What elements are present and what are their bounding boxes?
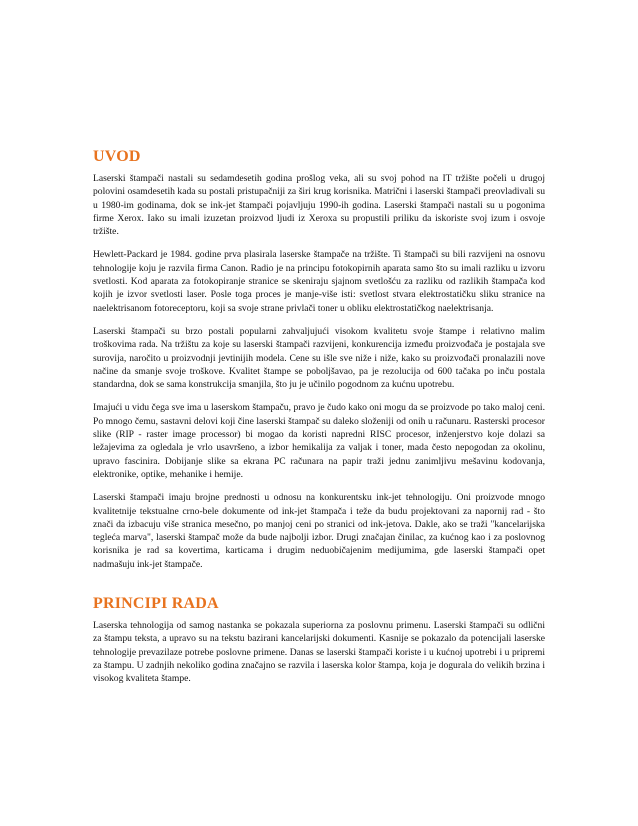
section-heading-principi-rada: PRINCIPI RADA: [93, 595, 219, 613]
paragraph: Laserski štampači su brzo postali popularni zahvaljujući visokom kvalitetu svoje štampe i relativno malim troškovima rada. Na tržištu za koje su laserski štampači razvijeni, konkurencija između proizvođača je postajala sve surovija, naročito u proizvodnji jevtinijih modela. Cene su išle sve niže i niže, kako su proizvođači pronalazili nove načine da smanje svoje troškove. Kvalitet štampe se poboljšavao, pa je rezolucija od 600 tačaka po inču postala standardna, dok se sama konstrukcija smanjila, što ju je učinilo pogodnom za kućnu upotrebu.: [93, 325, 545, 391]
paragraph: Hewlett-Packard je 1984. godine prva plasirala laserske štampače na tržište. Ti štampači su bili razvijeni na osnovu tehnologije koju je razvila firma Canon. Radio je na principu fotokopirnih aparata samo što su imali razliku u izvoru svetlosti. Kod aparata za fotokopiranje stranice se skeniraju sjajnom svetlošću za razliku od razlikih štampača kod kojih je izvor svetlosti laser. Posle toga proces je manje-više isti: svetlost stvara elektrostatičku sliku stranice na naelektrisanom fotoreceptoru, koji sa svoje strane privlači toner u obliku elektrostatičkog naelektrisanja.: [93, 249, 545, 314]
paragraph: Laserski štampači imaju brojne prednosti u odnosu na konkurentsku ink-jet tehnologiju. Oni proizvode mnogo kvalitetnije tekstualne crno-bele dokumente od ink-jet štampača i teže da budu projektovani za napornij rad - što znači da izbacuju više stranica mesečno, po manjoj ceni po stranici od ink-jetova. Dakle, ako se traži "kancelarijska tegleća marva", laserski štampač može da bude najbolji izbor. Drugi značajan činilac, za kućnog kao i za poslovnog korisnika je rad sa kovertima, karticama i drugim neduobičajenim medijumima, gde laserski štampači opet nadmašuju ink-jet štampače.: [93, 492, 545, 570]
paragraph: Laserski štampači nastali su sedamdesetih godina prošlog veka, ali su svoj pohod na IT tržište počeli u drugoj polovini osamdesetih kada su postali pristupačniji za širi krug korisnika. Matrični i laserski štampači preovladivali su u 1980-im godinama, dok se ink-jet štampači pojavljuju 1990-ih godina. Laserski štampači nastali su u pogonima firme Xerox. Iako su imali izuzetan proizvod ljudi iz Xeroxa su propustili priliku da iskoriste svoj izum i osvoje tržište.: [93, 173, 545, 238]
document-page: [93, 148, 545, 696]
paragraph: Imajući u vidu čega sve ima u laserskom štampaču, pravo je čudo kako oni mogu da se proizvode po tako maloj ceni. Po mnogo čemu, sastavni delovi koji čine laserski štampač su daleko složeniji od onih u računaru. Rasterski procesor slike (RIP - raster image processor) bi mogao da koristi napredni RISC procesor, inženjerstvo koje dolazi sa ležajevima za ogledala je vrlo usavršeno, a izbor hemikalija za valjak i toner, mada često nepogodan za okolinu, upravo fascinira. Dobijanje slike sa ekrana PC računara na papir traži jednu zanimljivu mešavinu kodovanja, elektronike, optike, mehanike i hemije.: [93, 402, 545, 480]
section-heading-uvod: UVOD: [93, 148, 141, 165]
paragraph: Laserska tehnologija od samog nastanka se pokazala superiorna za poslovnu primenu. Laserski štampači su odlični za štampu teksta, a upravo su na tekstu bazirani kancelarijski dokumenti. Kasnije se pokazalo da potencijali laserske tehnologije prevazilaze potrebe poslovne primene. Danas se laserski štampači koriste i u kućnoj upotrebi i u pripremi za štampu. U zadnjih nekoliko godina značajno se razvila i laserska kolor štampa, koja je dogurala do velikih brzina i visokog kvaliteta štampe.: [93, 620, 545, 685]
section-spacer: [93, 581, 545, 595]
